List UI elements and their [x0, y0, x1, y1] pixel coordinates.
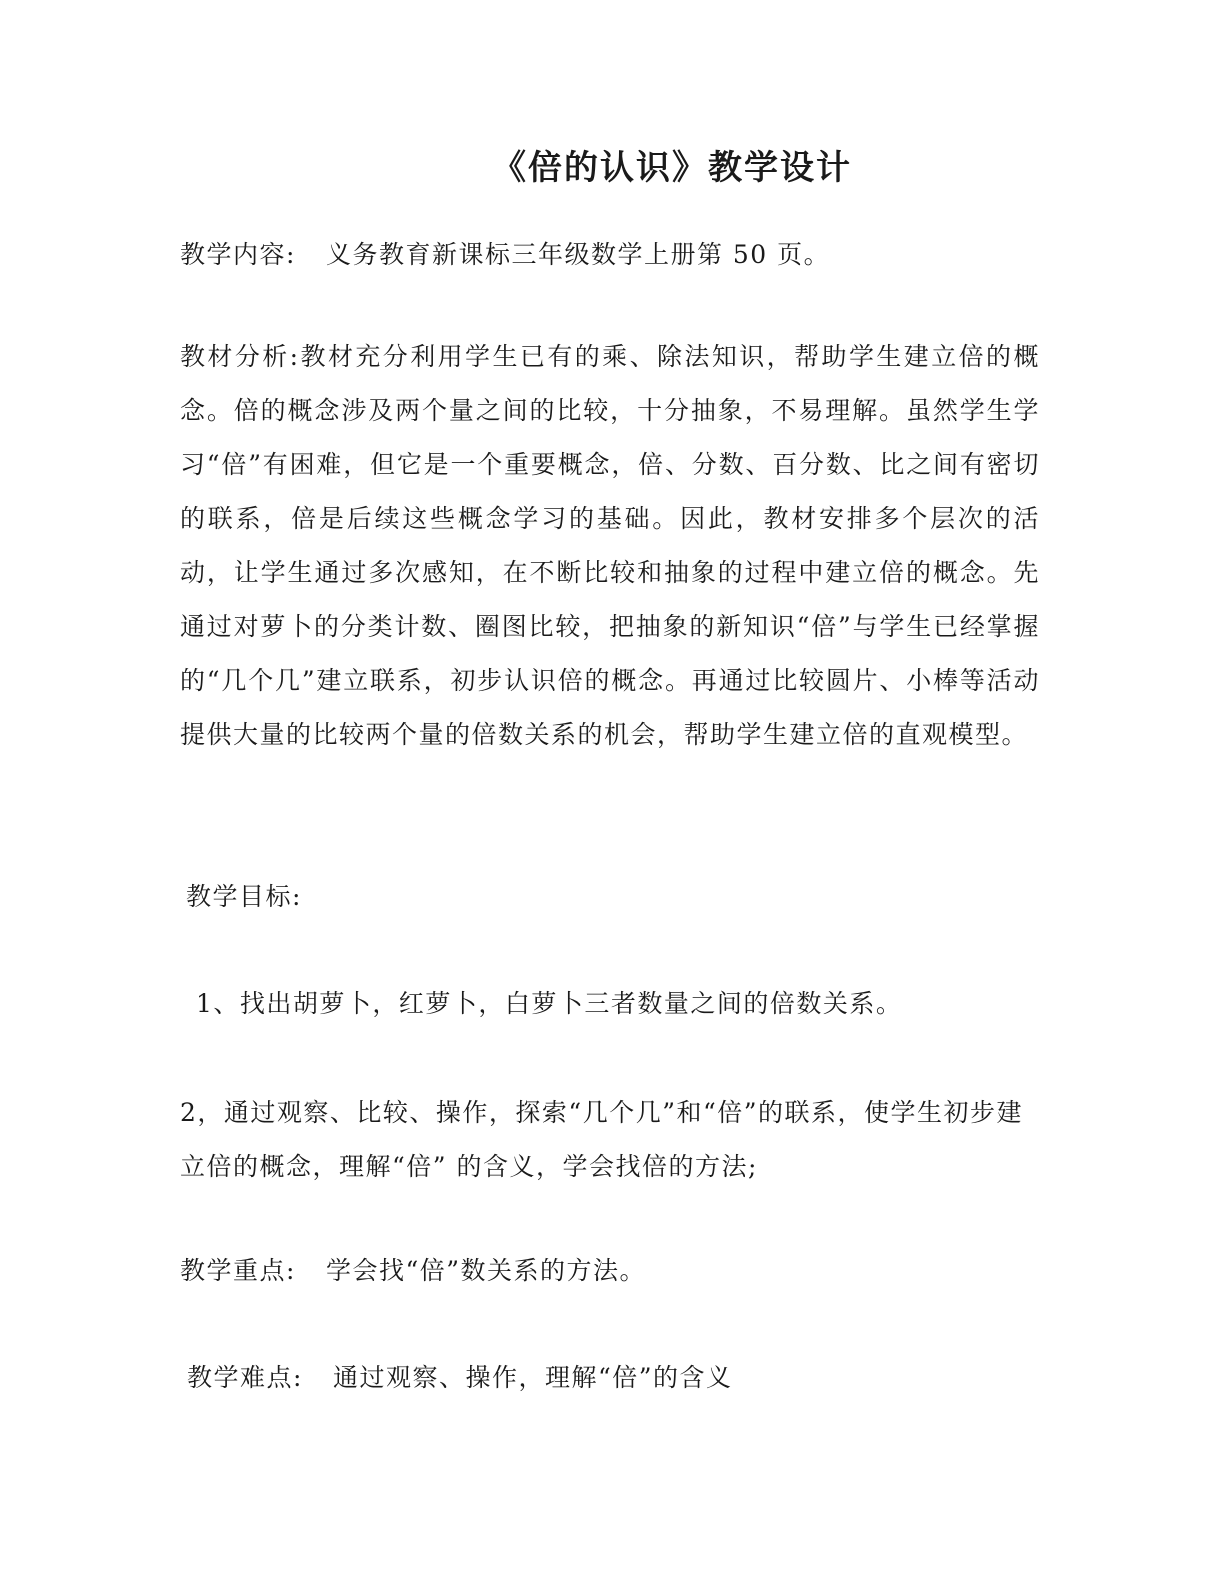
page-title: 《倍的认识》教学设计: [492, 148, 852, 188]
teaching-content-label: 教学内容:: [180, 240, 296, 269]
key-point-label: 教学重点:: [180, 1256, 296, 1285]
material-analysis-label: 教材分析:: [180, 342, 300, 371]
teaching-goals-heading: 教学目标:: [186, 882, 302, 911]
teaching-goal-2: 2，通过观察、比较、操作，探索“几个几”和“倍”的联系，使学生初步建立倍的概念，理解“倍” 的含义，学会找倍的方法;: [180, 1098, 1024, 1181]
teaching-goal-1: 1、找出胡萝卜，红萝卜，白萝卜三者数量之间的倍数关系。: [196, 989, 903, 1018]
teaching-content-line: [180, 228, 1040, 282]
teaching-content-value: 义务教育新课标三年级数学上册第 50 页。: [325, 240, 831, 269]
key-point-line: [180, 1244, 1040, 1298]
key-point-value: 学会找“倍”数关系的方法。: [325, 1256, 647, 1285]
difficulty-line: [187, 1351, 1047, 1405]
material-analysis-paragraph: [180, 330, 1040, 762]
difficulty-label: 教学难点:: [187, 1363, 303, 1392]
difficulty-value: 通过观察、操作，理解“倍”的含义: [332, 1363, 733, 1392]
material-analysis-text: 教材充分利用学生已有的乘、除法知识，帮助学生建立倍的概念。倍的概念涉及两个量之间的比较，十分抽象，不易理解。虽然学生学习“倍”有困难，但它是一个重要概念，倍、分数、百分数、比之间有密切的联系，倍是后续这些概念学习的基础。因此，教材安排多个层次的活动，让学生通过多次感知，在不断比较和抽象的过程中建立倍的概念。先通过对萝卜的分类计数、圈图比较，把抽象的新知识“倍”与学生已经掌握的“几个几”建立联系，初步认识倍的概念。再通过比较圆片、小棒等活动提供大量的比较两个量的倍数关系的机会，帮助学生建立倍的直观模型。: [180, 342, 1040, 749]
